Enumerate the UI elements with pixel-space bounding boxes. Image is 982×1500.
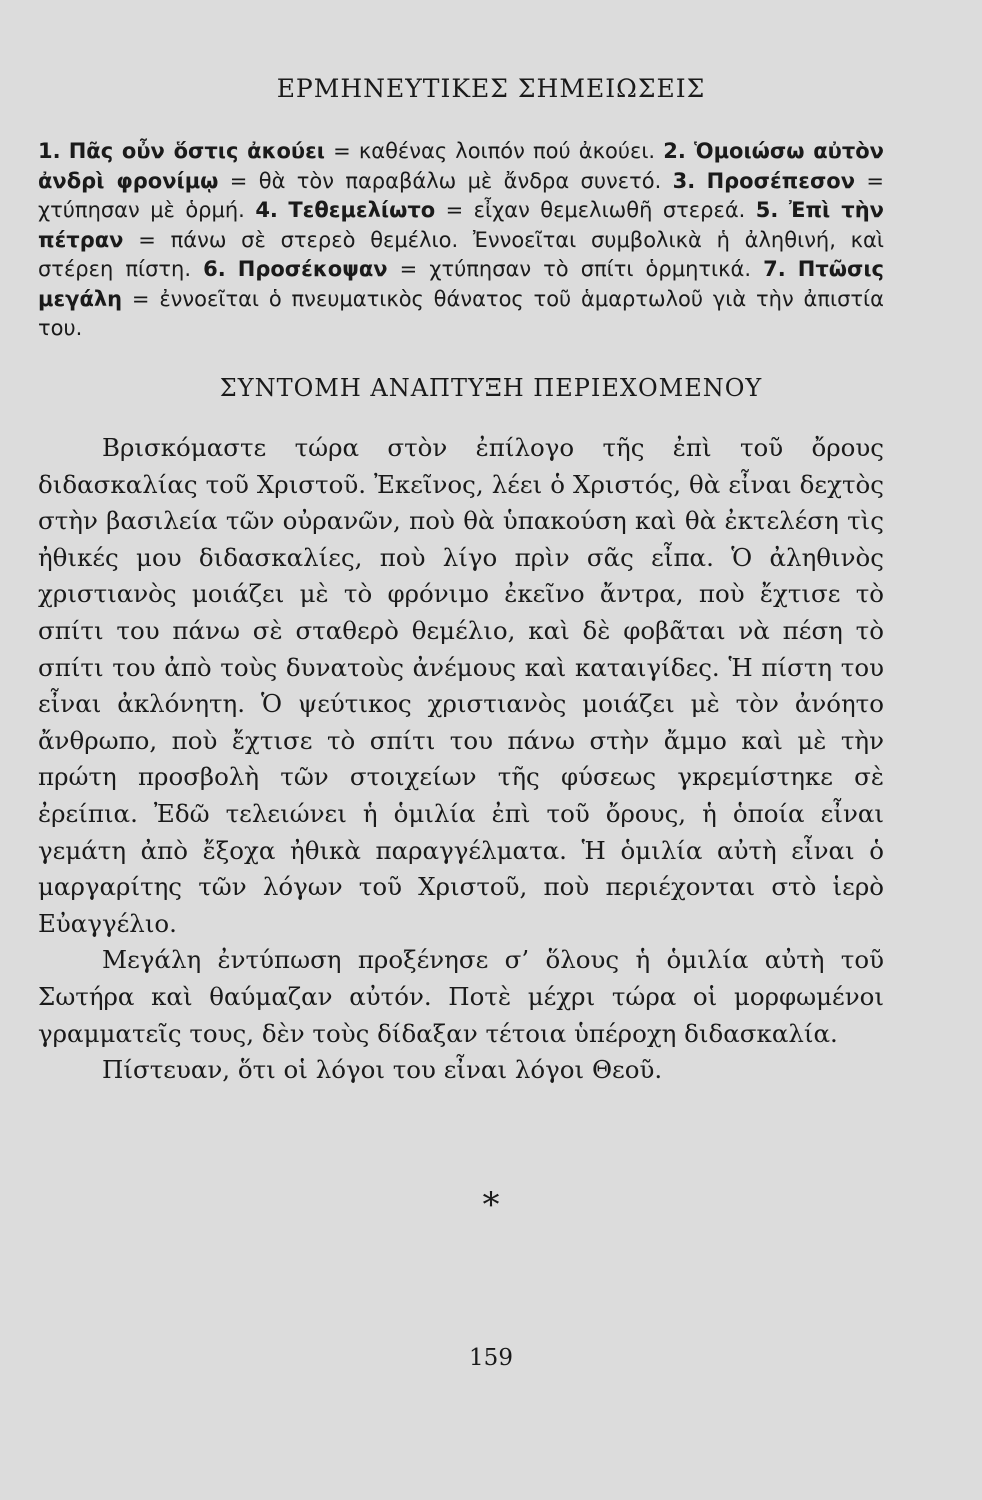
note-2: 2. Ὁμοιώσω αὐτὸν ἀνδρὶ φρονίμῳ = θὰ τὸν παραβάλω μὲ ἄνδρα συνετό. [38,139,884,193]
note-6: 6. Προσέκοψαν = χτύπησαν τὸ σπίτι ὁρμητικά. [203,257,752,281]
note-term: Πᾶς οὖν ὅστις ἀκούει [68,139,325,163]
note-4: 4. Τεθεμελίωτο = εἶχαν θεμελιωθῆ στερεά. [255,198,746,222]
note-number: 3. [672,168,696,193]
summary-section-title: ΣΥΝΤΟΜΗ ΑΝΑΠΤΥΞΗ ΠΕΡΙΕΧΟΜΕΝΟΥ [219,374,763,402]
note-number: 4. [255,198,278,222]
note-term: Προσέκοψαν [237,257,388,281]
note-7: 7. Πτῶσις μεγάλη = ἐννοεῖται ὁ πνευματικὸς θάνατος τοῦ ἁμαρτωλοῦ γιὰ τὴν ἀπιστία του. [38,257,884,340]
note-term: Προσέπεσον [706,168,856,193]
note-number: 1. [38,139,61,163]
note-number: 5. [755,198,779,222]
note-meaning: θὰ τὸν παραβάλω μὲ ἄνδρα συνετό. [258,168,662,193]
note-meaning: ἐννοεῖται ὁ πνευματικὸς θάνατος τοῦ ἁμαρτωλοῦ γιὰ τὴν ἀπιστία του. [38,286,884,340]
paragraph: Μεγάλη ἐντύπωση προξένησε σ’ ὅλους ἡ ὁμιλία αὐτὴ τοῦ Σωτήρα καὶ θαύμαζαν αὐτόν. Ποτὲ μέχρι τώρα οἱ μορφωμένοι γραμματεῖς τους, δὲν τοὺς δίδαξαν τέτοια ὑπέροχη διδασκαλία. [38,945,884,1048]
note-meaning: πάνω σὲ στερεὸ θεμέλιο. Ἐννοεῖται συμβολικὰ ἡ ἀληθινή, καὶ στέρεη πίστη. [38,227,884,281]
note-term: Ἐπὶ τὴν πέτραν [38,198,884,252]
note-3: 3. Προσέπεσον = χτύπησαν μὲ ὁρμή. [38,168,884,222]
note-meaning: χτύπησαν τὸ σπίτι ὁρμητικά. [429,257,752,281]
note-1: 1. Πᾶς οὖν ὅστις ἀκούει = καθένας λοιπόν πού ἀκούει. [38,139,656,163]
summary-body [38,430,884,1089]
page-number: 159 [469,1345,513,1371]
note-5: 5. Ἐπὶ τὴν πέτραν = πάνω σὲ στερεὸ θεμέλιο. Ἐννοεῖται συμβολικὰ ἡ ἀληθινή, καὶ στέρεη πίστη. [38,198,884,281]
note-number: 6. [203,257,226,281]
asterisk-ornament: * [482,1185,500,1225]
note-meaning: χτύπησαν μὲ ὁρμή. [38,198,245,222]
note-number: 7. [763,257,786,281]
note-meaning: καθένας λοιπόν πού ἀκούει. [358,139,656,163]
note-meaning: εἶχαν θεμελιωθῆ στερεά. [473,198,746,222]
paragraph: Βρισκόμαστε τώρα στὸν ἐπίλογο τῆς ἐπὶ τοῦ ὄρους διδασκαλίας τοῦ Χριστοῦ. Ἐκεῖνος, λέει ὁ Χριστός, θὰ εἶναι δεχτὸς στὴν βασιλεία τῶν οὐρανῶν, ποὺ θὰ ὑπακούση καὶ θὰ ἐκτελέση τὶς ἠθικές μου διδασκαλίες, ποὺ λίγο πρὶν σᾶς εἶπα. Ὁ ἀληθινὸς χριστιανὸς μοιάζει μὲ τὸ φρόνιμο ἐκεῖνο ἄντρα, ποὺ ἔχτισε τὸ σπίτι του πάνω σὲ σταθερὸ θεμέλιο, καὶ δὲ φοβᾶται νὰ πέση τὸ σπίτι του ἀπὸ τοὺς δυνατοὺς ἀνέμους καὶ καταιγίδες. Ἡ πίστη του εἶναι ἀκλόνητη. Ὁ ψεύτικος χριστιανὸς μοιάζει μὲ τὸν ἀνόητο ἄνθρωπο, ποὺ ἔχτισε τὸ σπίτι του πάνω στὴν ἄμμο καὶ μὲ τὴν πρώτη προσβολὴ τῶν στοιχείων τῆς φύσεως γκρεμίστηκε σὲ ἐρείπια. Ἐδῶ τελειώνει ἡ ὁμιλία ἐπὶ τοῦ ὄρους, ἡ ὁποία εἶναι γεμάτη ἀπὸ ἔξοχα ἠθικὰ παραγγέλματα. Ἡ ὁμιλία αὐτὴ εἶναι ὁ μαργαρίτης τῶν λόγων τοῦ Χριστοῦ, ποὺ περιέχονται στὸ ἱερὸ Εὐαγγέλιο. [38,433,884,938]
explanatory-notes [38,137,884,344]
paragraph: Πίστευαν, ὅτι οἱ λόγοι του εἶναι λόγοι Θεοῦ. [102,1055,663,1085]
note-number: 2. [663,139,686,163]
notes-section-title: ΕΡΜΗΝΕΥΤΙΚΕΣ ΣΗΜΕΙΩΣΕΙΣ [276,74,706,103]
note-term: Ὁμοιώσω αὐτὸν ἀνδρὶ φρονίμῳ [38,139,884,193]
note-term: Πτῶσις μεγάλη [38,257,884,311]
note-term: Τεθεμελίωτο [288,198,436,222]
